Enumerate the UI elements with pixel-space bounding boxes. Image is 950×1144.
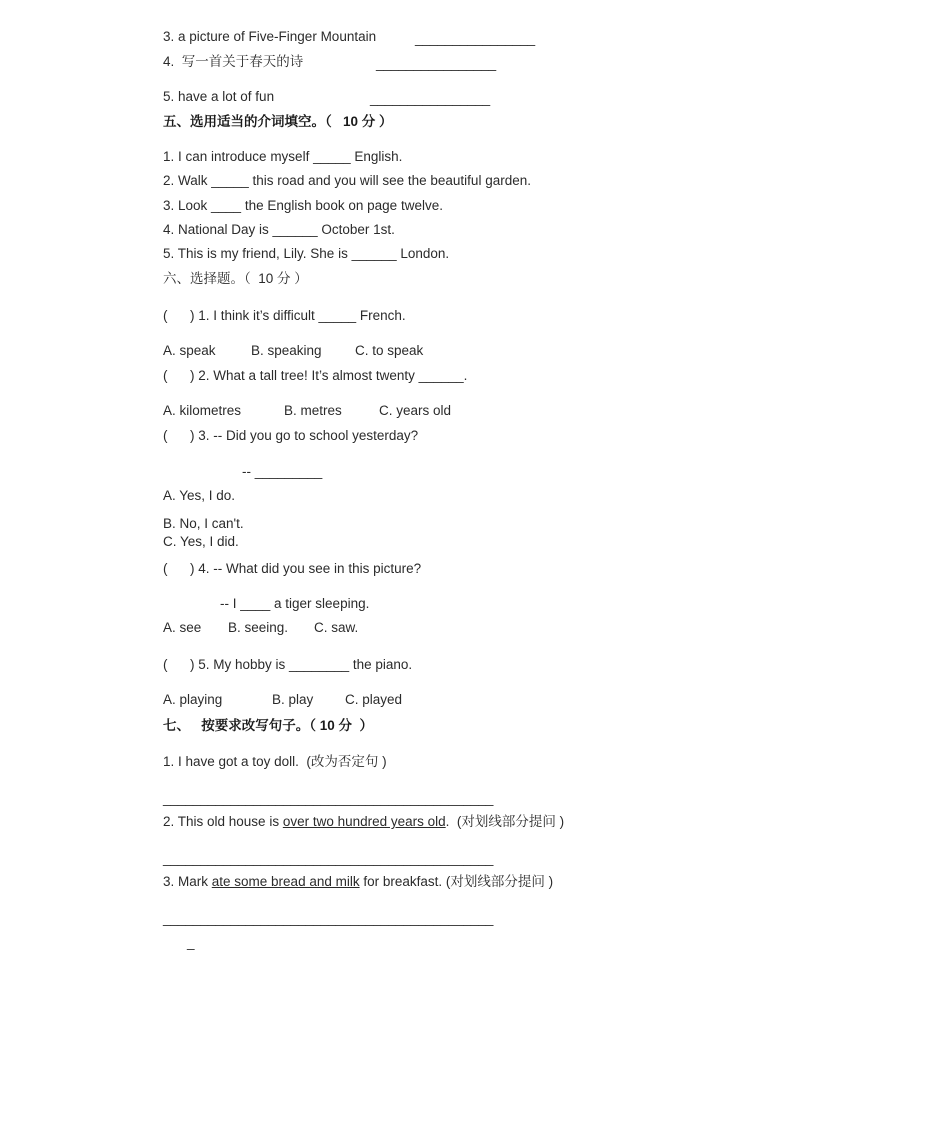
s6-q4-option-a: A. see	[163, 620, 202, 635]
s5-item-5: 5. This is my friend, Lily. She is ______ London.	[163, 246, 450, 261]
s6-q4-option-c: C. saw.	[314, 620, 359, 635]
s7-q3-answer-line[interactable]: ____________________________________________	[163, 911, 494, 926]
s6-q4-option-b: B. seeing.	[228, 620, 289, 635]
s6-q2-option-b: B. metres	[284, 403, 342, 418]
s7-q2-pre: 2. This old house is	[163, 814, 283, 829]
s7-q2-answer-line[interactable]: ____________________________________________	[163, 851, 494, 866]
s6-q3-stem: ( ) 3. -- Did you go to school yesterday?	[163, 428, 419, 443]
section6-heading: 六、选择题。（ 10 分 ）	[163, 271, 308, 286]
s4-item-3: 3. a picture of Five-Finger Mountain	[163, 29, 377, 44]
s7-q2-post: . (对划线部分提问 )	[445, 814, 565, 829]
s6-q5-stem: ( ) 5. My hobby is ________ the piano.	[163, 657, 413, 672]
s6-q4-stem: ( ) 4. -- What did you see in this picture?	[163, 561, 422, 576]
s7-q2-underlined: over two hundred years old	[282, 814, 446, 829]
s6-q3-option-c: C. Yes, I did.	[163, 534, 239, 549]
s7-q3-underlined: ate some bread and milk	[211, 874, 360, 889]
s7-q2-text	[163, 813, 564, 831]
s6-q2-option-c: C. years old	[379, 403, 452, 418]
s5-item-3: 3. Look ____ the English book on page twelve.	[163, 198, 443, 213]
s6-q3-option-a: A. Yes, I do.	[163, 488, 236, 503]
s4-blank-5[interactable]: ________________	[370, 91, 491, 106]
s4-blank-3[interactable]: ________________	[415, 31, 536, 46]
s6-q1-option-a: A. speak	[163, 343, 216, 358]
s6-q1-stem: ( ) 1. I think it’s difficult _____ French.	[163, 308, 406, 323]
s6-q5-option-c: C. played	[345, 692, 403, 707]
section5-heading: 五、选用适当的介词填空。（ 10 分 ）	[163, 114, 393, 129]
s6-q3-reply: -- _________	[242, 464, 323, 479]
s5-item-4: 4. National Day is ______ October 1st.	[163, 222, 395, 237]
s7-q3-text	[163, 873, 553, 891]
s4-item-5: 5. have a lot of fun	[163, 89, 275, 104]
s5-item-1: 1. I can introduce myself _____ English.	[163, 149, 403, 164]
s6-q3-option-b: B. No, I can't.	[163, 516, 244, 531]
s4-blank-4[interactable]: ________________	[376, 56, 497, 71]
s7-q3-post: for breakfast. (对划线部分提问 )	[359, 874, 554, 889]
trailing-mark: _	[187, 935, 195, 950]
s7-q3-pre: 3. Mark	[163, 874, 212, 889]
s5-item-2: 2. Walk _____ this road and you will see the beautiful garden.	[163, 173, 531, 188]
s6-q4-reply: -- I ____ a tiger sleeping.	[220, 596, 370, 611]
section7-heading: 七、 按要求改写句子。（ 10 分 ）	[163, 718, 374, 733]
s7-q1-text: 1. I have got a toy doll. (改为否定句 )	[163, 754, 387, 769]
s6-q2-option-a: A. kilometres	[163, 403, 242, 418]
s4-item-4: 4. 写一首关于春天的诗	[163, 54, 304, 69]
s7-q1-answer-line[interactable]: ____________________________________________	[163, 791, 494, 806]
s6-q5-option-b: B. play	[272, 692, 314, 707]
s6-q2-stem: ( ) 2. What a tall tree! It’s almost twenty ______.	[163, 368, 468, 383]
s6-q1-option-b: B. speaking	[251, 343, 322, 358]
s6-q1-option-c: C. to speak	[355, 343, 424, 358]
s6-q5-option-a: A. playing	[163, 692, 223, 707]
